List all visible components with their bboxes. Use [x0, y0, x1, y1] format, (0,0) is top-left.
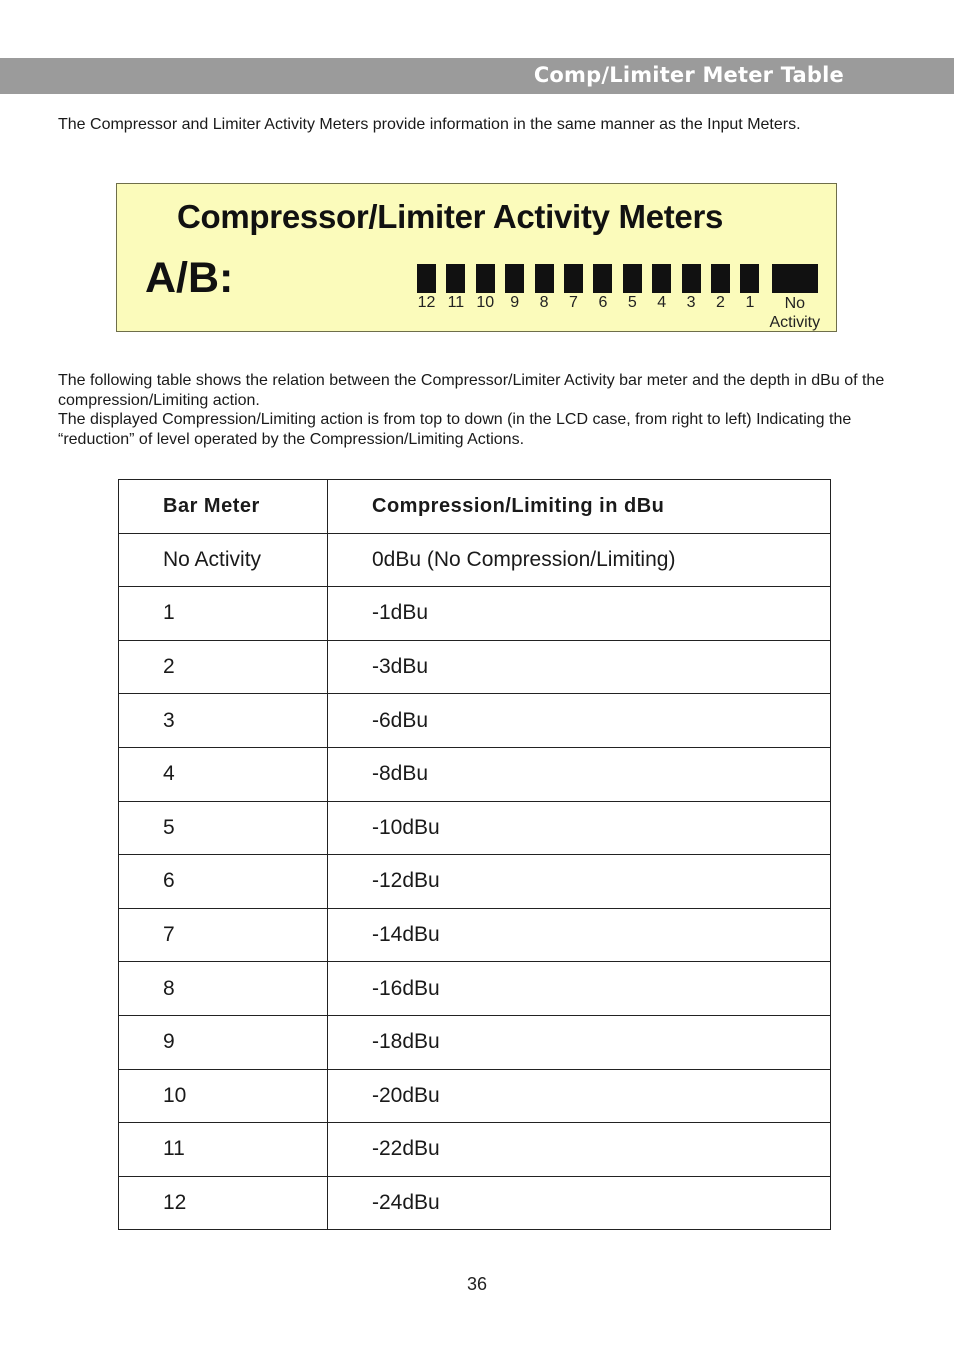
lcd-segment	[446, 264, 465, 293]
column-header-compression: Compression/Limiting in dBu	[328, 480, 831, 534]
table-header-row	[119, 480, 831, 534]
table-row	[119, 908, 831, 962]
bar-meter-cell: No Activity	[119, 533, 328, 587]
bar-meter-cell: 2	[119, 640, 328, 694]
lcd-segment-label: 2	[716, 294, 725, 311]
lcd-segment-label: 4	[657, 294, 667, 311]
lcd-segment-label: 8	[539, 294, 549, 311]
bar-meter-cell: 1	[119, 587, 328, 641]
table-row	[119, 587, 831, 641]
bar-meter-cell: 12	[119, 1176, 328, 1230]
lcd-segment	[652, 264, 671, 293]
lcd-segment	[505, 264, 524, 293]
column-header-bar-meter: Bar Meter	[119, 480, 328, 534]
compression-value-cell: -16dBu	[328, 962, 831, 1016]
lcd-segment	[476, 264, 495, 293]
table-row	[119, 640, 831, 694]
lcd-segment	[564, 264, 583, 293]
lcd-segment	[711, 264, 730, 293]
table-row	[119, 1123, 831, 1177]
lcd-segment-label: 10	[476, 294, 495, 311]
compression-value-cell: -24dBu	[328, 1176, 831, 1230]
lcd-segment-label: 3	[686, 294, 696, 311]
lcd-no-activity-label: No Activity	[769, 295, 821, 331]
lcd-segment	[593, 264, 612, 293]
lcd-segment-label: 12	[417, 294, 436, 311]
lcd-segment-label: 6	[598, 294, 608, 311]
bar-meter-cell: 8	[119, 962, 328, 1016]
compression-value-cell: -10dBu	[328, 801, 831, 855]
table-row	[119, 747, 831, 801]
lcd-segment	[740, 264, 759, 293]
meter-table	[118, 479, 831, 1230]
lcd-segment-label: 7	[569, 294, 578, 311]
description-paragraph-2: The displayed Compression/Limiting action is from top to down (in the LCD case, from right to left) Indicating the “reduction” of level operated by the Compression/Limiting Actions.	[58, 411, 852, 448]
table-row	[119, 801, 831, 855]
intro-paragraph: The Compressor and Limiter Activity Meters provide information in the same manner as the Input Meters.	[58, 116, 801, 133]
table-row	[119, 1176, 831, 1230]
lcd-segment-label: 11	[447, 294, 465, 311]
bar-meter-cell: 4	[119, 747, 328, 801]
table-row	[119, 855, 831, 909]
table-row	[119, 533, 831, 587]
bar-meter-cell: 9	[119, 1015, 328, 1069]
compression-value-cell: -20dBu	[328, 1069, 831, 1123]
lcd-segment-label: 5	[627, 294, 637, 311]
bar-meter-cell: 5	[119, 801, 328, 855]
compression-value-cell: -12dBu	[328, 855, 831, 909]
compression-value-cell: -14dBu	[328, 908, 831, 962]
table-row	[119, 962, 831, 1016]
description-paragraph-1: The following table shows the relation between the Compressor/Limiter Activity bar meter and the depth in dBu of the compression/Limiting action.	[58, 372, 885, 409]
table-row	[119, 1015, 831, 1069]
compression-value-cell: -1dBu	[328, 587, 831, 641]
lcd-display-figure	[116, 183, 837, 332]
compression-value-cell: -3dBu	[328, 640, 831, 694]
bar-meter-cell: 6	[119, 855, 328, 909]
lcd-segment-label: 9	[510, 294, 520, 311]
page-number: 36	[466, 1274, 488, 1294]
bar-meter-cell: 7	[119, 908, 328, 962]
page-title: Comp/Limiter Meter Table	[533, 63, 844, 87]
table-row	[119, 1069, 831, 1123]
lcd-segment	[417, 264, 436, 293]
table-row	[119, 694, 831, 748]
bar-meter-cell: 10	[119, 1069, 328, 1123]
lcd-segment	[535, 264, 554, 293]
lcd-title: Compressor/Limiter Activity Meters	[177, 198, 724, 235]
compression-value-cell: -22dBu	[328, 1123, 831, 1177]
lcd-no-activity-segment	[772, 264, 818, 293]
lcd-channel-label: A/B:	[145, 254, 234, 302]
header-bar	[0, 58, 954, 94]
lcd-segment-label: 1	[745, 294, 755, 311]
lcd-segment	[682, 264, 701, 293]
compression-value-cell: -8dBu	[328, 747, 831, 801]
compression-value-cell: -18dBu	[328, 1015, 831, 1069]
lcd-segment	[623, 264, 642, 293]
compression-value-cell: 0dBu (No Compression/Limiting)	[328, 533, 831, 587]
bar-meter-cell: 3	[119, 694, 328, 748]
compression-value-cell: -6dBu	[328, 694, 831, 748]
bar-meter-cell: 11	[119, 1123, 328, 1177]
